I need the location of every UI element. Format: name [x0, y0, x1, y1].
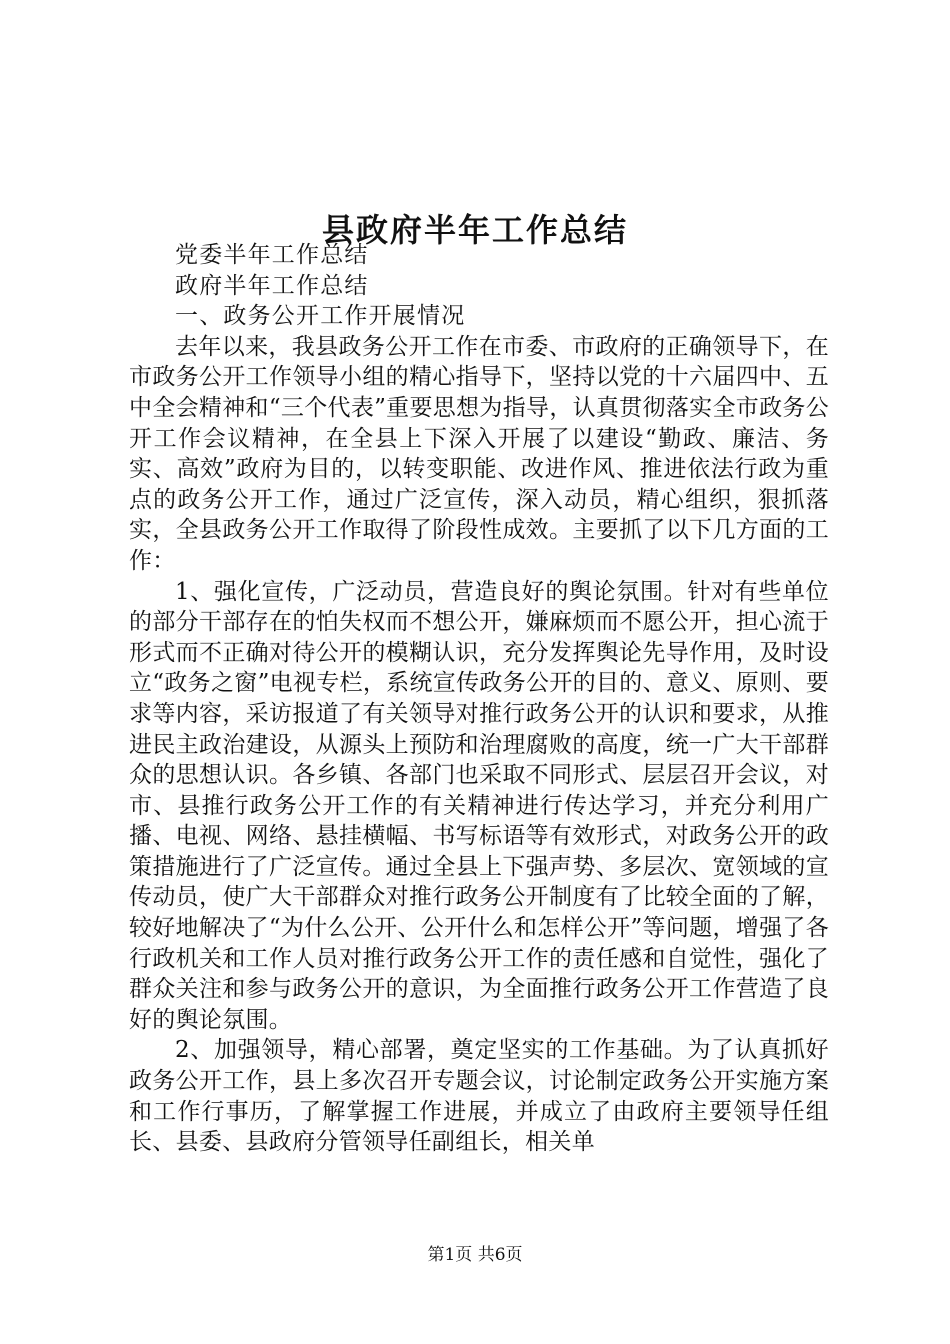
body-paragraph: 1、强化宣传，广泛动员，营造良好的舆论氛围。针对有些单位的部分干部存在的怕失权而不想公开，嫌麻烦而不愿公开，担心流于形式而不正确对待公开的模糊认识，充分发挥舆论先导作用，及时设立“政务之窗”电视专栏，系统宣传政务公开的目的、意义、原则、要求等内容，采访报道了有关领导对推行政务公开的认识和要求，从推进民主政治建设，从源头上预防和治理腐败的高度，统一广大干部群众的思想认识。各乡镇、各部门也采取不同形式、层层召开会议，对市、县推行政务公开工作的有关精神进行传达学习，并充分利用广播、电视、网络、悬挂横幅、书写标语等有效形式，对政务公开的政策措施进行了广泛宣传。通过全县上下强声势、多层次、宽领域的宣传动员，使广大干部群众对推行政务公开制度有了比较全面的了解，较好地解决了“为什么公开、公开什么和怎样公开”等问题，增强了各行政机关和工作人员对推行政务公开工作的责任感和自觉性，强化了群众关注和参与政务公开的意识，为全面推行政务公开工作营造了良好的舆论氛围。: [129, 578, 829, 1033]
subtitle-line: 党委半年工作总结: [175, 242, 369, 268]
document-body: [129, 240, 829, 1158]
section-heading: 一、政务公开工作开展情况: [175, 303, 466, 330]
body-paragraph: 2、加强领导，精心部署，奠定坚实的工作基础。为了认真抓好政务公开工作，县上多次召开专题会议，讨论制定政务公开实施方案和工作行事历，了解掌握工作进展，并成立了由政府主要领导任组长、县委、县政府分管领导任副组长，相关单: [129, 1037, 829, 1156]
body-paragraph: 去年以来，我县政务公开工作在市委、市政府的正确领导下，在市政务公开工作领导小组的精心指导下，坚持以党的十六届四中、五中全会精神和“三个代表”重要思想为指导，认真贯彻落实全市政务公开工作会议精神，在全县上下深入开展了以建设“勤政、廉洁、务实、高效”政府为目的，以转变职能、改进作风、推进依法行政为重点的政务公开工作，通过广泛宣传，深入动员，精心组织，狠抓落实，全县政务公开工作取得了阶段性成效。主要抓了以下几方面的工作：: [129, 333, 829, 574]
subtitle-line: 政府半年工作总结: [175, 272, 369, 299]
document-title: 县政府半年工作总结: [321, 211, 628, 250]
page-footer: 第1页 共6页: [427, 1245, 523, 1265]
